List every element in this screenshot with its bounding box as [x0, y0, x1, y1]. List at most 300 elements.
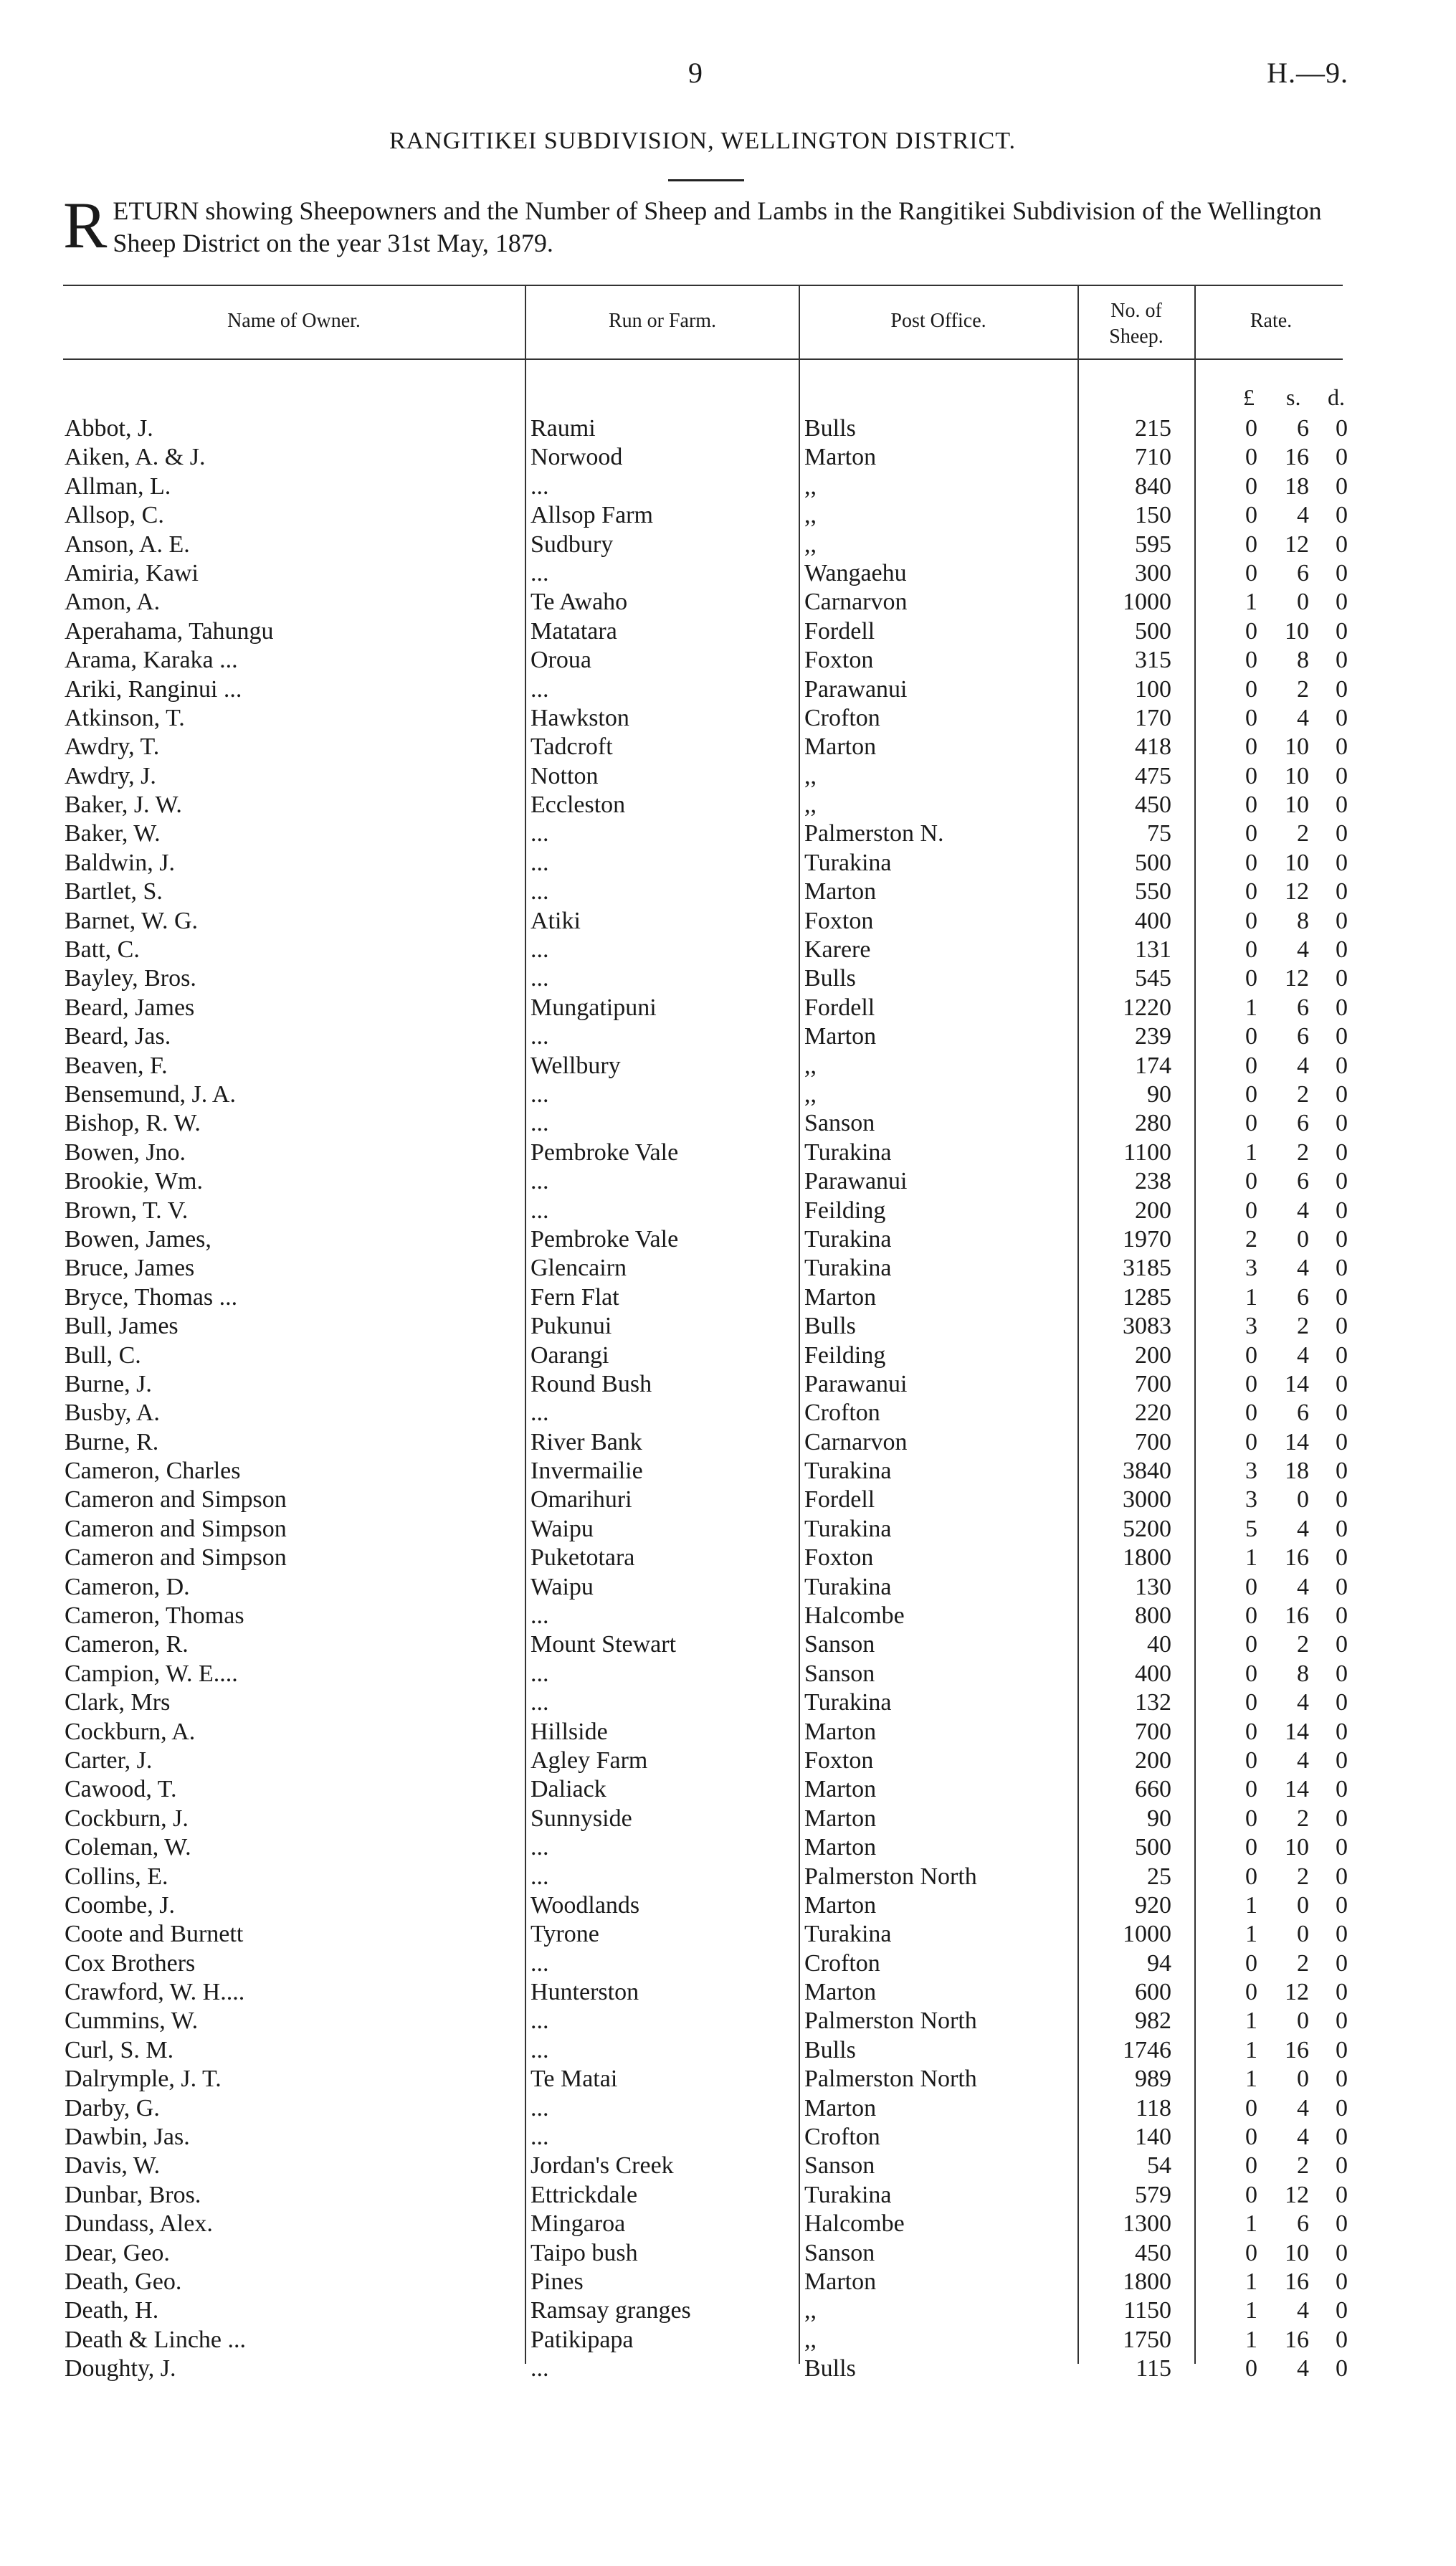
rate-pence: 0: [1336, 1023, 1348, 1050]
owner-name: Beard, Jas.: [65, 1023, 171, 1050]
sheep-count: 800: [1135, 1602, 1171, 1630]
post-office: Turakina: [804, 1689, 892, 1716]
sheep-count: 150: [1135, 502, 1171, 529]
rate-pounds: 0: [1245, 1341, 1257, 1369]
rate-pounds: 1: [1245, 2007, 1257, 2035]
sheep-count: 1970: [1123, 1225, 1171, 1253]
table-row: [0, 733, 1456, 761]
table-row: [0, 1109, 1456, 1138]
sheep-count: 239: [1135, 1023, 1171, 1050]
rate-pounds: 0: [1245, 2181, 1257, 2208]
sheep-count: 500: [1135, 617, 1171, 645]
rate-pence: 0: [1336, 792, 1348, 819]
sheep-count: 1800: [1123, 1544, 1171, 1572]
owner-name: Cameron, D.: [65, 1573, 190, 1600]
rate-shillings: 18: [1285, 1458, 1309, 1485]
rate-pounds: 0: [1245, 1023, 1257, 1050]
intro-text: ETURN showing Sheepowners and the Number of Sheep and Lambs in the Rangitikei Subdivision of the Wellington Sheep District on the year 31st May, 1879.: [113, 196, 1322, 257]
rate-pence: 0: [1336, 2124, 1348, 2151]
sheep-count: 600: [1135, 1979, 1171, 2006]
rate-pounds: 0: [1245, 2094, 1257, 2121]
run-or-farm: Eccleston: [530, 792, 626, 819]
rate-pence: 0: [1336, 762, 1348, 789]
owner-name: Brown, T. V.: [65, 1197, 189, 1224]
table-row: [0, 559, 1456, 588]
run-or-farm: Pukunui: [530, 1313, 612, 1340]
rate-pounds: 0: [1245, 1197, 1257, 1224]
sheep-count: 100: [1135, 675, 1171, 703]
table-row: [0, 646, 1456, 675]
table-row: [0, 1978, 1456, 2007]
rate-pence: 0: [1336, 2066, 1348, 2093]
sheep-count: 920: [1135, 1891, 1171, 1919]
table-row: [0, 849, 1456, 878]
rate-pence: 0: [1336, 1891, 1348, 1919]
rate-pence: 0: [1336, 965, 1348, 992]
page-title: RANGITIKEI SUBDIVISION, WELLINGTON DISTRICT.: [389, 128, 1017, 154]
run-or-farm: ...: [530, 472, 549, 500]
rate-pounds: 0: [1245, 1747, 1257, 1774]
post-office: Palmerston N.: [804, 820, 944, 847]
owner-name: Beard, James: [65, 994, 195, 1021]
rate-pence: 0: [1336, 2007, 1348, 2035]
sheep-count: 989: [1135, 2066, 1171, 2093]
table-row: [0, 1254, 1456, 1283]
run-or-farm: ...: [530, 1660, 549, 1687]
rate-shillings: 16: [1285, 444, 1309, 471]
post-office: Turakina: [804, 1139, 892, 1166]
rate-pence: 0: [1336, 849, 1348, 876]
post-office: Marton: [804, 1979, 877, 2006]
rate-shillings: 2: [1297, 1805, 1309, 1832]
post-office: Karere: [804, 936, 871, 964]
rate-pounds: 0: [1245, 1110, 1257, 1137]
run-or-farm: Hunterston: [530, 1979, 639, 2006]
table-row: [0, 2123, 1456, 2152]
rate-pounds: 0: [1245, 502, 1257, 529]
rate-pence: 0: [1336, 994, 1348, 1021]
table-row: [0, 2296, 1456, 2325]
owner-name: Batt, C.: [65, 936, 140, 964]
post-office: Marton: [804, 1805, 877, 1832]
rate-pounds: 0: [1245, 1979, 1257, 2006]
table-row: [0, 1283, 1456, 1312]
post-office: ,,: [804, 1080, 817, 1108]
owner-name: Bowen, Jno.: [65, 1139, 186, 1166]
column-header-rate: Rate.: [1250, 310, 1293, 332]
run-or-farm: Sunnyside: [530, 1805, 632, 1832]
owner-name: Dunbar, Bros.: [65, 2181, 201, 2208]
rate-pence: 0: [1336, 1370, 1348, 1397]
rate-shillings: 6: [1297, 1283, 1309, 1311]
run-or-farm: Atiki: [530, 907, 581, 934]
owner-name: Cockburn, J.: [65, 1805, 189, 1832]
owner-name: Doughty, J.: [65, 2355, 176, 2382]
sheep-count: 3840: [1123, 1458, 1171, 1485]
rate-pence: 0: [1336, 2094, 1348, 2121]
rate-pence: 0: [1336, 2036, 1348, 2063]
table-row: [0, 1775, 1456, 1804]
run-or-farm: ...: [530, 675, 549, 703]
table-row: [0, 1544, 1456, 1572]
sheep-count: 40: [1147, 1631, 1171, 1658]
post-office: Turakina: [804, 1225, 892, 1253]
rate-pence: 0: [1336, 1602, 1348, 1630]
sheep-count: 595: [1135, 531, 1171, 558]
owner-name: Cockburn, A.: [65, 1718, 196, 1745]
sheep-count: 280: [1135, 1110, 1171, 1137]
owner-name: Cawood, T.: [65, 1776, 177, 1803]
rate-shillings: 0: [1297, 2066, 1309, 2093]
run-or-farm: Invermailie: [530, 1458, 643, 1485]
sheep-count: 710: [1135, 444, 1171, 471]
sheep-count: 700: [1135, 1370, 1171, 1397]
rate-shillings: 2: [1297, 1080, 1309, 1108]
rate-shillings: 4: [1297, 2297, 1309, 2324]
owner-name: Bowen, James,: [65, 1225, 211, 1253]
sheep-count: 700: [1135, 1428, 1171, 1455]
post-office: Turakina: [804, 1458, 892, 1485]
owner-name: Amon, A.: [65, 589, 161, 616]
run-or-farm: Glencairn: [530, 1255, 627, 1282]
post-office: Palmerston North: [804, 2007, 977, 2035]
run-or-farm: Norwood: [530, 444, 623, 471]
rate-pounds: 0: [1245, 849, 1257, 876]
post-office: Wangaehu: [804, 559, 907, 586]
post-office: Foxton: [804, 1544, 874, 1572]
rate-pounds: 0: [1245, 936, 1257, 964]
run-or-farm: Raumi: [530, 415, 596, 442]
owner-name: Bull, C.: [65, 1341, 141, 1369]
column-header-post: Post Office.: [890, 310, 986, 332]
rate-pounds: 0: [1245, 1776, 1257, 1803]
rate-pence: 0: [1336, 1718, 1348, 1745]
rate-pounds: 0: [1245, 1370, 1257, 1397]
sheep-count: 450: [1135, 2239, 1171, 2266]
rate-pence: 0: [1336, 820, 1348, 847]
post-office: Bulls: [804, 2355, 856, 2382]
owner-name: Dear, Geo.: [65, 2239, 170, 2266]
sheep-count: 132: [1135, 1689, 1171, 1716]
post-office: ,,: [804, 2326, 817, 2353]
owner-name: Darby, G.: [65, 2094, 160, 2121]
owner-table-body: [0, 414, 1456, 2384]
owner-name: Ariki, Ranginui ...: [65, 675, 242, 703]
rate-pounds: 0: [1245, 1689, 1257, 1716]
owner-name: Burne, R.: [65, 1428, 159, 1455]
post-office: Crofton: [804, 1400, 880, 1427]
rate-pounds: 0: [1245, 1631, 1257, 1658]
table-row: [0, 2326, 1456, 2354]
rate-pence: 0: [1336, 1747, 1348, 1774]
table-row: [0, 501, 1456, 530]
rate-shillings: 4: [1297, 1197, 1309, 1224]
rate-shillings: 6: [1297, 1400, 1309, 1427]
owner-name: Bayley, Bros.: [65, 965, 196, 992]
run-or-farm: ...: [530, 1168, 549, 1195]
sheep-count: 500: [1135, 849, 1171, 876]
post-office: Bulls: [804, 415, 856, 442]
rate-pounds: 0: [1245, 472, 1257, 500]
rate-pence: 0: [1336, 444, 1348, 471]
post-office: Turakina: [804, 1573, 892, 1600]
pounds-unit: £: [1243, 384, 1255, 410]
rate-shillings: 10: [1285, 762, 1309, 789]
post-office: Palmerston North: [804, 2066, 977, 2093]
post-office: Foxton: [804, 1747, 874, 1774]
owner-name: Death, H.: [65, 2297, 159, 2324]
table-row: [0, 2210, 1456, 2238]
sheep-count: 400: [1135, 907, 1171, 934]
column-header-run: Run or Farm.: [608, 310, 717, 332]
rate-pence: 0: [1336, 1515, 1348, 1542]
run-or-farm: Mingaroa: [530, 2210, 626, 2238]
owner-name: Baker, J. W.: [65, 792, 182, 819]
table-row: [0, 2268, 1456, 2296]
sheep-count: 475: [1135, 762, 1171, 789]
rate-pounds: 0: [1245, 2355, 1257, 2382]
sheep-count: 1300: [1123, 2210, 1171, 2238]
post-office: Sanson: [804, 2239, 875, 2266]
run-or-farm: ...: [530, 1863, 549, 1890]
rate-pounds: 1: [1245, 589, 1257, 616]
sheep-count: 550: [1135, 878, 1171, 906]
post-office: Marton: [804, 1023, 877, 1050]
sheep-count: 1746: [1123, 2036, 1171, 2063]
table-row: [0, 414, 1456, 443]
table-row: [0, 2094, 1456, 2123]
sheep-count: 115: [1136, 2355, 1171, 2382]
post-office: Carnarvon: [804, 1428, 908, 1455]
rate-pounds: 1: [1245, 1283, 1257, 1311]
run-or-farm: ...: [530, 1602, 549, 1630]
rate-pounds: 0: [1245, 2152, 1257, 2180]
sheep-count: 1220: [1123, 994, 1171, 1021]
table-row: [0, 1573, 1456, 1602]
shillings-unit: s.: [1286, 384, 1301, 410]
post-office: Marton: [804, 733, 877, 761]
table-row: [0, 675, 1456, 704]
rate-shillings: 2: [1297, 820, 1309, 847]
sheep-count: 215: [1135, 415, 1171, 442]
rate-pounds: 0: [1245, 762, 1257, 789]
rate-shillings: 10: [1285, 1834, 1309, 1861]
rate-shillings: 0: [1297, 589, 1309, 616]
rate-shillings: 8: [1297, 907, 1309, 934]
post-office: ,,: [804, 502, 817, 529]
post-office: Marton: [804, 1718, 877, 1745]
rate-pounds: 0: [1245, 1573, 1257, 1600]
rate-shillings: 14: [1285, 1428, 1309, 1455]
post-office: Parawanui: [804, 1370, 908, 1397]
rate-pence: 0: [1336, 1863, 1348, 1890]
table-row: [0, 1891, 1456, 1920]
table-row: [0, 588, 1456, 617]
rate-pence: 0: [1336, 1255, 1348, 1282]
post-office: Carnarvon: [804, 589, 908, 616]
run-or-farm: ...: [530, 1197, 549, 1224]
post-office: ,,: [804, 792, 817, 819]
sheep-count: 1000: [1123, 589, 1171, 616]
table-row: [0, 1167, 1456, 1196]
run-or-farm: ...: [530, 2007, 549, 2035]
rate-pence: 0: [1336, 617, 1348, 645]
post-office: Sanson: [804, 1110, 875, 1137]
sheep-count: 400: [1135, 1660, 1171, 1687]
owner-name: Brookie, Wm.: [65, 1168, 203, 1195]
rate-pounds: 1: [1245, 2210, 1257, 2238]
rate-pence: 0: [1336, 1949, 1348, 1977]
post-office: Feilding: [804, 1341, 886, 1369]
rate-pence: 0: [1336, 1139, 1348, 1166]
run-or-farm: ...: [530, 1400, 549, 1427]
owner-name: Beaven, F.: [65, 1052, 168, 1079]
owner-name: Cummins, W.: [65, 2007, 199, 2035]
post-office: Bulls: [804, 2036, 856, 2063]
rate-pounds: 0: [1245, 1052, 1257, 1079]
table-row: [0, 704, 1456, 733]
rate-pence: 0: [1336, 1341, 1348, 1369]
owner-name: Death & Linche ...: [65, 2326, 247, 2353]
post-office: ,,: [804, 2297, 817, 2324]
table-row: [0, 1863, 1456, 1891]
post-office: Marton: [804, 1834, 877, 1861]
sheep-count: 1000: [1123, 1921, 1171, 1948]
post-office: Fordell: [804, 994, 875, 1021]
owner-name: Cameron, R.: [65, 1631, 189, 1658]
run-or-farm: River Bank: [530, 1428, 642, 1455]
rate-pence: 0: [1336, 907, 1348, 934]
sheep-count: 118: [1136, 2094, 1171, 2121]
rate-shillings: 12: [1285, 878, 1309, 906]
rate-pounds: 0: [1245, 907, 1257, 934]
post-office: Marton: [804, 1283, 877, 1311]
rate-pounds: 0: [1245, 444, 1257, 471]
rate-pence: 0: [1336, 2210, 1348, 2238]
rate-shillings: 2: [1297, 1631, 1309, 1658]
run-or-farm: ...: [530, 1110, 549, 1137]
post-office: Marton: [804, 2268, 877, 2295]
owner-name: Abbot, J.: [65, 415, 153, 442]
owner-name: Awdry, J.: [65, 762, 156, 789]
run-or-farm: Puketotara: [530, 1544, 635, 1572]
owner-name: Bishop, R. W.: [65, 1110, 201, 1137]
post-office: Sanson: [804, 1660, 875, 1687]
table-row: [0, 2065, 1456, 2094]
rate-shillings: 2: [1297, 1139, 1309, 1166]
rate-shillings: 8: [1297, 1660, 1309, 1687]
rate-shillings: 6: [1297, 1168, 1309, 1195]
sheep-count: 418: [1135, 733, 1171, 761]
rate-pence: 0: [1336, 1805, 1348, 1832]
owner-name: Anson, A. E.: [65, 531, 190, 558]
rate-shillings: 8: [1297, 647, 1309, 674]
rate-pence: 0: [1336, 1052, 1348, 1079]
run-or-farm: ...: [530, 2094, 549, 2121]
rate-shillings: 14: [1285, 1370, 1309, 1397]
table-row: [0, 1602, 1456, 1630]
rate-pounds: 0: [1245, 1080, 1257, 1108]
sheep-count: 170: [1135, 704, 1171, 731]
table-row: [0, 2036, 1456, 2065]
rate-pence: 0: [1336, 472, 1348, 500]
rate-shillings: 4: [1297, 936, 1309, 964]
owner-name: Cameron and Simpson: [65, 1486, 287, 1514]
table-row: [0, 1052, 1456, 1080]
rate-pence: 0: [1336, 1168, 1348, 1195]
run-or-farm: ...: [530, 1689, 549, 1716]
post-office: Crofton: [804, 2124, 880, 2151]
rate-pence: 0: [1336, 1225, 1348, 1253]
sheep-count: 130: [1135, 1573, 1171, 1600]
rate-pence: 0: [1336, 2355, 1348, 2382]
rate-shillings: 0: [1297, 2007, 1309, 2035]
rate-pence: 0: [1336, 1080, 1348, 1108]
rate-pounds: 0: [1245, 820, 1257, 847]
table-row: [0, 936, 1456, 964]
owner-name: Dundass, Alex.: [65, 2210, 213, 2238]
table-row: [0, 878, 1456, 906]
post-office: ,,: [804, 472, 817, 500]
rate-pounds: 3: [1245, 1313, 1257, 1340]
sheep-count: 1750: [1123, 2326, 1171, 2353]
sheep-count: 300: [1135, 559, 1171, 586]
rate-shillings: 4: [1297, 2124, 1309, 2151]
rate-pounds: 0: [1245, 531, 1257, 558]
post-office: Crofton: [804, 1949, 880, 1977]
rate-pence: 0: [1336, 1689, 1348, 1716]
run-or-farm: ...: [530, 1023, 549, 1050]
run-or-farm: Omarihuri: [530, 1486, 632, 1514]
run-or-farm: Notton: [530, 762, 599, 789]
rate-pounds: 0: [1245, 733, 1257, 761]
rate-pence: 0: [1336, 1400, 1348, 1427]
rate-pence: 0: [1336, 415, 1348, 442]
owner-name: Coombe, J.: [65, 1891, 175, 1919]
rate-pence: 0: [1336, 704, 1348, 731]
rate-shillings: 4: [1297, 704, 1309, 731]
table-row: [0, 791, 1456, 819]
run-or-farm: ...: [530, 2036, 549, 2063]
table-row: [0, 1370, 1456, 1399]
sheep-count: 140: [1135, 2124, 1171, 2151]
owner-name: Crawford, W. H....: [65, 1979, 245, 2006]
rate-pence: 0: [1336, 733, 1348, 761]
sheep-count: 90: [1147, 1080, 1171, 1108]
run-or-farm: Patikipapa: [530, 2326, 634, 2353]
rate-pounds: 0: [1245, 675, 1257, 703]
sheep-count: 174: [1135, 1052, 1171, 1079]
rate-shillings: 16: [1285, 1544, 1309, 1572]
run-or-farm: ...: [530, 965, 549, 992]
owner-name: Clark, Mrs: [65, 1689, 171, 1716]
owner-name: Curl, S. M.: [65, 2036, 174, 2063]
post-office: Halcombe: [804, 1602, 905, 1630]
post-office: Turakina: [804, 1921, 892, 1948]
table-row: [0, 762, 1456, 791]
post-office: Fordell: [804, 1486, 875, 1514]
post-office: Sanson: [804, 2152, 875, 2180]
owner-name: Burne, J.: [65, 1370, 152, 1397]
owner-name: Allman, L.: [65, 472, 171, 500]
rate-shillings: 10: [1285, 849, 1309, 876]
intro-dropcap: R: [63, 189, 108, 262]
rate-shillings: 4: [1297, 2355, 1309, 2382]
rate-shillings: 4: [1297, 1255, 1309, 1282]
owner-name: Carter, J.: [65, 1747, 153, 1774]
rate-shillings: 12: [1285, 1979, 1309, 2006]
sheep-count: 220: [1135, 1400, 1171, 1427]
